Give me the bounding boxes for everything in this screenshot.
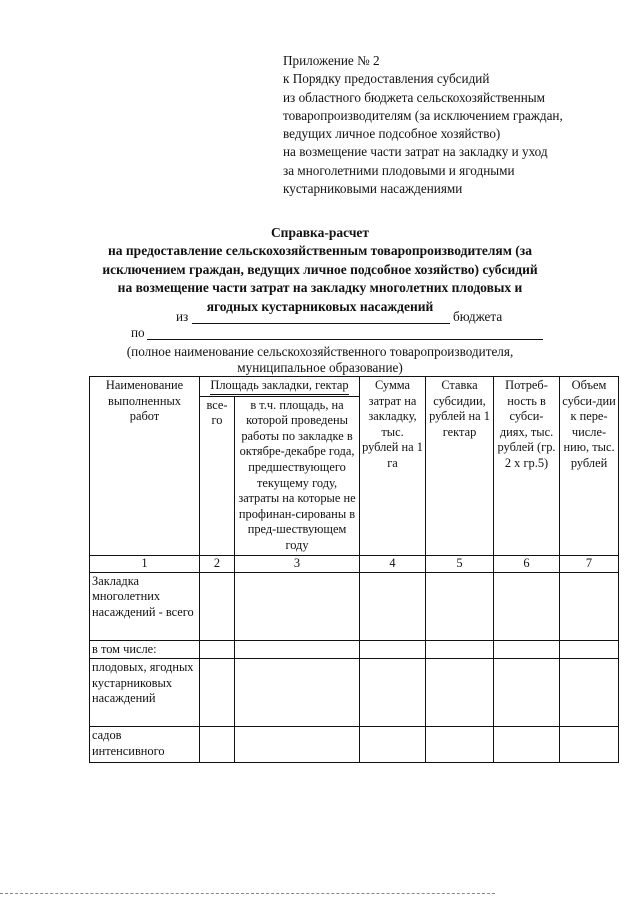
appendix-line: на возмещение части затрат на закладку и уход (283, 144, 548, 160)
column-number-row (90, 555, 619, 572)
header-need: Потреб-ность в субси-диях, тыс. рублей (гр. 2 х гр.5) (494, 377, 560, 556)
title-line: Справка-расчет (270, 225, 370, 240)
table-cell[interactable] (200, 727, 235, 763)
table-cell[interactable] (426, 640, 494, 659)
title-line: исключением граждан, ведущих личное подсобное хозяйство) субсидий (102, 261, 538, 277)
table-cell[interactable] (426, 727, 494, 763)
table-cell[interactable] (560, 640, 619, 659)
appendix-header (283, 52, 628, 198)
producer-name-field[interactable] (147, 339, 543, 340)
table-cell[interactable] (494, 727, 560, 763)
table-row (90, 727, 619, 763)
row-label: садов интенсивного (90, 727, 200, 763)
po-label: по (131, 325, 145, 340)
header-rate: Ставка субсидии, рублей на 1 гектар (426, 377, 494, 556)
header-area-prior-year: в т.ч. площадь, на которой проведены работы по закладке в октябре-декабре года, предшествующего текущему году, затраты на которые не профинан-сированы в пред-шествующем году (235, 396, 360, 555)
title-line: ягодных кустарниковых насаждений (206, 298, 434, 314)
page-bottom-divider (0, 893, 495, 894)
column-number: 3 (235, 555, 360, 572)
table-cell[interactable] (360, 659, 426, 727)
appendix-line: за многолетними плодовыми и ягодными (283, 162, 515, 178)
column-number: 7 (560, 555, 619, 572)
table-cell[interactable] (426, 659, 494, 727)
producer-caption (0, 344, 640, 376)
table-cell[interactable] (560, 572, 619, 640)
column-number: 4 (360, 555, 426, 572)
table-cell[interactable] (200, 659, 235, 727)
appendix-line: ведущих личное подсобное хозяйство) (283, 126, 501, 142)
table-cell[interactable] (560, 659, 619, 727)
header-area-total: все-го (200, 396, 235, 555)
table-cell[interactable] (360, 727, 426, 763)
budget-label: бюджета (453, 309, 503, 324)
iz-label: из (176, 309, 189, 324)
column-number: 6 (494, 555, 560, 572)
caption-line: (полное наименование сельскохозяйственного товаропроизводителя, (126, 344, 514, 359)
table-cell[interactable] (426, 572, 494, 640)
document-title (0, 224, 640, 316)
table-cell[interactable] (494, 659, 560, 727)
header-work-name: Наименование выполненных работ (90, 377, 200, 556)
appendix-line: кустарниковыми насаждениями (283, 181, 463, 197)
table-cell[interactable] (200, 640, 235, 659)
appendix-line: товаропроизводителям (за исключением граждан, (283, 107, 563, 123)
table-cell[interactable] (235, 572, 360, 640)
column-number: 5 (426, 555, 494, 572)
row-label: в том числе: (90, 640, 200, 659)
appendix-line: из областного бюджета сельскохозяйственным (283, 89, 545, 105)
table-cell[interactable] (360, 572, 426, 640)
table-row (90, 572, 619, 640)
table-cell[interactable] (360, 640, 426, 659)
table-cell[interactable] (235, 727, 360, 763)
title-line: на возмещение части затрат на закладку многолетних плодовых и (117, 280, 523, 296)
table-cell[interactable] (560, 727, 619, 763)
table-cell[interactable] (235, 659, 360, 727)
header-area-group-label: Площадь закладки, гектар (210, 378, 348, 395)
header-area-group (200, 377, 360, 397)
caption-line: муниципальное образование) (237, 360, 403, 375)
header-volume: Объем субси-дии к пере-числе-нию, тыс. рублей (560, 377, 619, 556)
table-cell[interactable] (494, 640, 560, 659)
table-cell[interactable] (235, 640, 360, 659)
row-label: Закладка многолетних насаждений - всего (90, 572, 200, 640)
table-cell[interactable] (494, 572, 560, 640)
header-row (90, 377, 619, 397)
table-cell[interactable] (200, 572, 235, 640)
appendix-line: Приложение № 2 (283, 53, 380, 68)
table-row (90, 640, 619, 659)
table-row (90, 659, 619, 727)
calculation-table (89, 376, 619, 763)
row-label: плодовых, ягодных кустарниковых насаждений (90, 659, 200, 727)
budget-name-field[interactable] (192, 323, 450, 324)
title-line: на предоставление сельскохозяйственным товаропроизводителям (за (108, 243, 532, 259)
appendix-line: к Порядку предоставления субсидий (283, 71, 490, 87)
header-cost: Сумма затрат на закладку, тыс. рублей на 1 га (360, 377, 426, 556)
column-number: 1 (90, 555, 200, 572)
column-number: 2 (200, 555, 235, 572)
